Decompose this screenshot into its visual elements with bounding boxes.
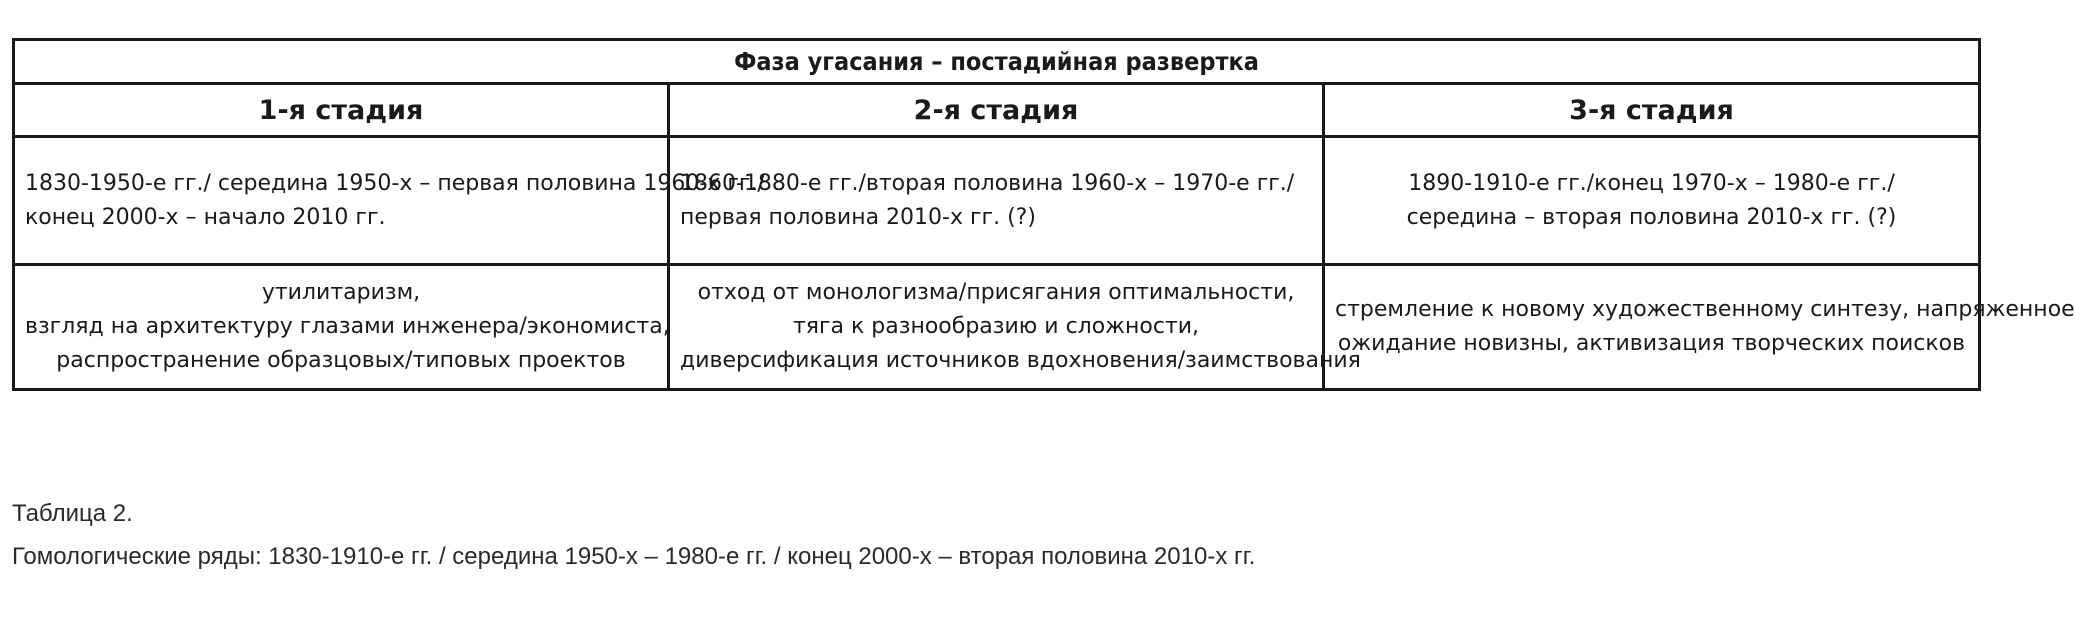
period-cell-stage-2: [669, 137, 1324, 265]
period-line: 1890-1910-е гг./конец 1970-х – 1980-е гг./: [1408, 170, 1895, 196]
feature-line: взгляд на архитектуру глазами инженера/экономиста,: [25, 314, 670, 339]
period-line: конец 2000-х – начало 2010 гг.: [25, 204, 386, 230]
periods-row: [14, 137, 1980, 265]
feature-line: тяга к разнообразию и сложности,: [792, 314, 1200, 339]
features-row: [14, 265, 1980, 390]
feature-line: отход от монологизма/присягания оптимальности,: [697, 280, 1295, 305]
period-line: 1830-1950-е гг./ середина 1950-х – первая половина 1960-х гг./: [25, 170, 765, 196]
header-stage-1: 1-я стадия: [14, 84, 669, 137]
table-caption-text: Гомологические ряды: 1830-1910-е гг. / середина 1950-х – 1980-е гг. / конец 2000-х – вторая половина 2010-х гг.: [12, 543, 1256, 570]
table-title-row: [14, 40, 1980, 84]
feature-cell-stage-3: [1324, 265, 2075, 390]
header-stage-3: 3-я стадия: [1324, 84, 1980, 137]
header-stage-2: 2-я стадия: [669, 84, 1324, 137]
period-line: первая половина 2010-х гг. (?): [680, 204, 1036, 230]
period-line: 1860-1880-е гг./вторая половина 1960-х – 1970-е гг./: [680, 170, 1295, 196]
feature-cell-stage-2: [669, 265, 1361, 390]
feature-line: ожидание новизны, активизация творческих поисков: [1337, 331, 1966, 356]
table-header-row: [14, 84, 1980, 137]
stages-table: [12, 38, 2075, 391]
table-title: Фаза угасания – постадийная развертка: [14, 40, 1980, 84]
feature-line: стремление к новому художественному синтезу, напряженное: [1335, 297, 2075, 322]
feature-cell-stage-1: [14, 265, 669, 390]
period-line: середина – вторая половина 2010-х гг. (?): [1406, 204, 1897, 230]
period-cell-stage-1: [14, 137, 765, 265]
period-cell-stage-3: [1324, 137, 1980, 265]
feature-line: диверсификация источников вдохновения/заимствования: [680, 348, 1361, 373]
feature-line: утилитаризм,: [261, 280, 421, 305]
table-caption-label: Таблица 2.: [12, 500, 133, 527]
feature-line: распространение образцовых/типовых проектов: [56, 348, 626, 373]
